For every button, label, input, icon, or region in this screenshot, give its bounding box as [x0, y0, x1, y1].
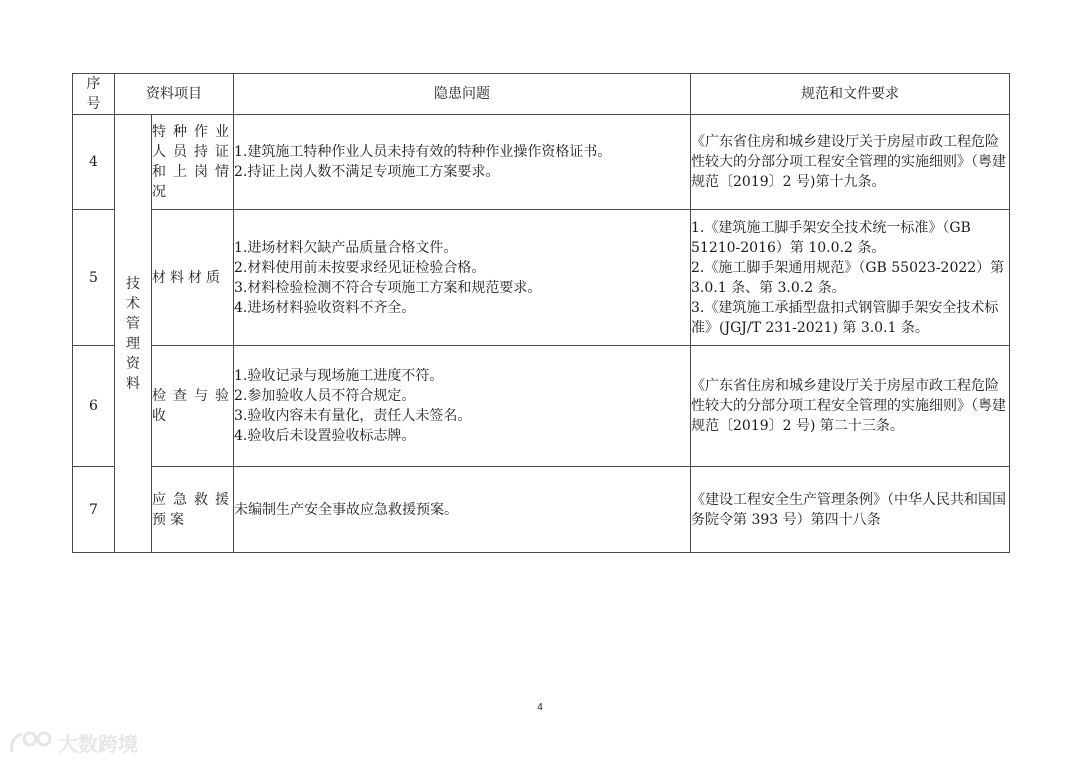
header-issue: 隐患问题 — [234, 74, 691, 115]
table-row — [73, 115, 1010, 210]
standard-line: 《广东省住房和城乡建设厅关于房屋市政工程危险性较大的分部分项工程安全管理的实施细则》（粤建规范〔2019〕2 号) 第二十三条。 — [691, 378, 1006, 434]
row-item: 材料材质 — [152, 210, 234, 346]
row-seq: 6 — [73, 346, 115, 467]
row-issues — [234, 346, 691, 467]
row-standards — [691, 115, 1010, 210]
category-char: 术 — [126, 295, 140, 312]
standard-line: 1.《建筑施工脚手架安全技术统一标准》（GB 51210-2016）第 10.0.2 条。 — [691, 219, 971, 256]
table-row — [73, 346, 1010, 467]
category-char: 资 — [126, 355, 140, 372]
header-row — [73, 74, 1010, 115]
issue-line: 2.材料使用前未按要求经见证检验合格。 — [234, 259, 486, 276]
standard-line: 《广东省住房和城乡建设厅关于房屋市政工程危险性较大的分部分项工程安全管理的实施细则》（粤建规范〔2019〕2 号)第十九条。 — [691, 134, 1006, 190]
issue-line: 2.持证上岗人数不满足专项施工方案要求。 — [234, 164, 500, 180]
standard-line: 2.《施工脚手架通用规范》（GB 55023-2022）第 3.0.1 条、第 3.0.2 条。 — [691, 259, 1005, 296]
issue-line: 1.建筑施工特种作业人员未持有效的特种作业操作资格证书。 — [234, 144, 612, 160]
category-char: 理 — [126, 335, 140, 352]
issue-line: 3.验收内容未有量化，责任人未签名。 — [234, 408, 472, 424]
category-char: 管 — [126, 315, 140, 332]
watermark-text: 大数跨境 — [58, 732, 138, 756]
watermark — [8, 728, 138, 757]
issue-line: 1.验收记录与现场施工进度不符。 — [234, 368, 444, 384]
table-row — [73, 467, 1010, 553]
header-item: 资料项目 — [115, 74, 234, 115]
row-issues — [234, 115, 691, 210]
row-item: 检查与验收 — [152, 346, 234, 467]
row-seq: 7 — [73, 467, 115, 553]
issue-line: 4.验收后未设置验收标志牌。 — [234, 428, 416, 444]
issue-line: 1.进场材料欠缺产品质量合格文件。 — [234, 239, 458, 256]
standard-line: 《建设工程安全生产管理条例》（中华人民共和国国务院令第 393 号）第四十八条 — [691, 491, 1006, 528]
issue-line: 2.参加验收人员不符合规定。 — [234, 388, 416, 404]
table-row — [73, 210, 1010, 346]
row-seq: 5 — [73, 210, 115, 346]
row-seq: 4 — [73, 115, 115, 210]
standard-line: 3.《建筑施工承插型盘扣式钢管脚手架安全技术标准》(JGJ/T 231-2021) 第 3.0.1 条。 — [691, 299, 999, 336]
category-char: 技 — [126, 275, 140, 292]
row-item: 应急救援预案 — [152, 467, 234, 553]
row-standards — [691, 210, 1010, 346]
issue-line: 3.材料检验检测不符合专项施工方案和规范要求。 — [234, 279, 542, 296]
row-standards — [691, 346, 1010, 467]
issue-line: 4.进场材料验收资料不齐全。 — [234, 299, 416, 316]
watermark-logo-icon — [8, 730, 54, 756]
page-number: 4 — [537, 702, 543, 713]
category-cell — [115, 115, 152, 553]
row-item: 特种作业人员持证和上岗情况 — [152, 115, 234, 210]
header-standard: 规范和文件要求 — [691, 74, 1010, 115]
row-standards — [691, 467, 1010, 553]
issue-line: 未编制生产安全事故应急救援预案。 — [234, 501, 458, 518]
row-issues — [234, 467, 691, 553]
hazard-table — [72, 73, 1010, 553]
row-issues — [234, 210, 691, 346]
header-seq: 序号 — [73, 74, 115, 115]
category-char: 料 — [126, 375, 140, 392]
